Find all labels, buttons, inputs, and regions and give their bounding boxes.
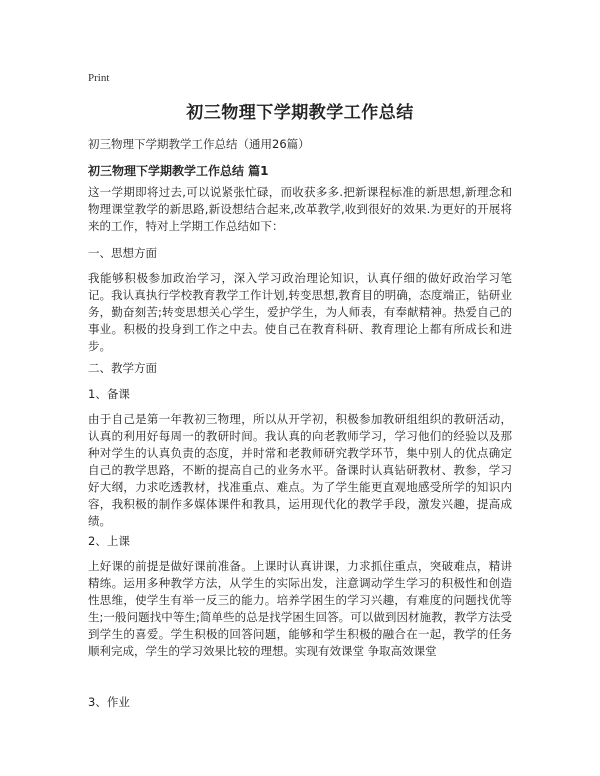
intro-paragraph: 这一学期即将过去,可以说紧张忙碌，而收获多多.把新课程标准的新思想,新理念和物理课堂教学的新思路,新设想结合起来,改革教学,收到很好的效果.为更好的开展将来的工作，特对上学期工作总结如下： — [88, 185, 512, 233]
document-subtitle: 初三物理下学期教学工作总结（通用26篇） — [88, 137, 310, 151]
item1-paragraph: 由于自己是第一年教初三物理，所以从开学初，积极参加教研组组织的教研活动，认真的利用好每周一的教研时间。我认真的向老教师学习，学习他们的经验以及那种对学生的认真负责的态度，并时常和老教师研究教学环节，集中别人的优点确定自己的教学思路，不断的提高自己的业务水平。备课时认真钻研教材、教参，学习好大纲，力求吃透教材，找准重点、难点。为了学生能更直观地感受所学的知识内容，我积极的制作多媒体课件和教具，运用现代化的教学手段，激发兴趣，提高成绩。 — [88, 412, 512, 528]
item1-label: 1、备课 — [88, 387, 130, 401]
item3-label: 3、作业 — [88, 695, 130, 709]
page-title: 初三物理下学期教学工作总结 — [186, 103, 414, 123]
item2-label: 2、上课 — [88, 534, 130, 548]
print-link[interactable]: Print — [88, 72, 110, 84]
part1-heading: 一、思想方面 — [88, 246, 157, 260]
part2-heading: 二、教学方面 — [88, 361, 157, 375]
part1-paragraph: 我能够积极参加政治学习，深入学习政治理论知识，认真仔细的做好政治学习笔记。我认真执行学校教育教学工作计划,转变思想,教育目的明确，态度端正，钻研业务，勤奋刻苦;转变思想关心学生，爱护学生，为人师表，有奉献精神。热爱自己的事业。积极的投身到工作之中去。使自己在教育科研、教育理论上都有所成长和进步。 — [88, 271, 512, 353]
item2-paragraph: 上好课的前提是做好课前准备。上课时认真讲课，力求抓住重点，突破难点，精讲精练。运用多种教学方法，从学生的实际出发，注意调动学生学习的积极性和创造性思维，使学生有举一反三的能力。培养学困生的学习兴趣，有难度的问题找优等生;一般问题找中等生;简单些的总是找学困生回答。可以做到因材施教，教学方法受到学生的喜爱。学生积极的回答问题，能够和学生积极的融合在一起，教学的任务顺利完成，学生的学习效果比较的理想。实现有效课堂 争取高效课堂 — [88, 559, 512, 658]
section-heading: 初三物理下学期教学工作总结 篇1 — [88, 164, 269, 178]
